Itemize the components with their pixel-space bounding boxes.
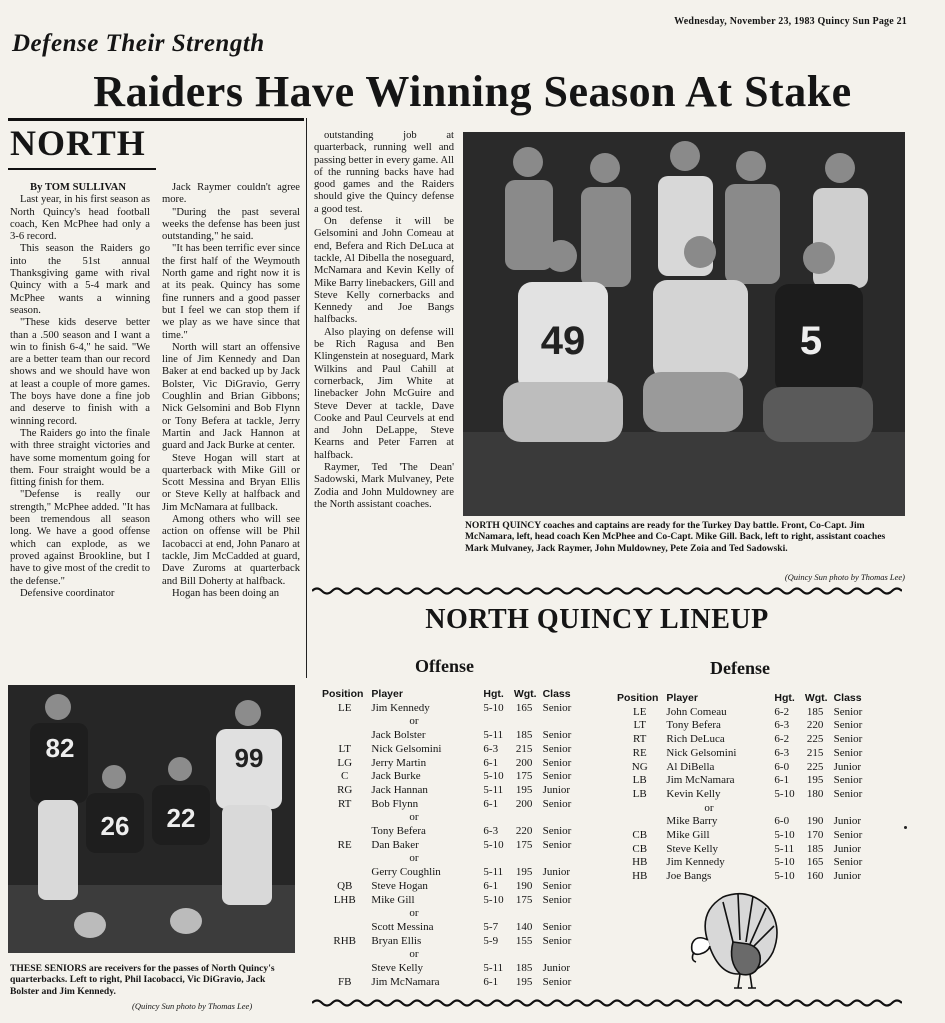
decorative-wavy-rule-bottom: [312, 998, 902, 1008]
cell-position: FB: [337, 975, 352, 988]
column-header-class: Class: [833, 692, 862, 704]
table-row: [320, 935, 573, 949]
article-paragraph: The Raiders go into the finale with three straight victories and have some momentum going for them. Four straight would be a fitting finish for them.: [10, 427, 150, 489]
seniors-photo-caption: THESE SENIORS are receivers for the passes of North Quincy's quarterbacks. Left to right, Phil Iacobacci, Vic DiGravio, Jack Bolster and Jim Kennedy.: [10, 963, 275, 997]
cell-position: LB: [632, 787, 647, 800]
cell-position: HB: [632, 870, 648, 883]
cell-class: Senior: [833, 829, 863, 842]
cell-player: Mike Gill: [666, 829, 710, 842]
cell-class: [830, 802, 865, 816]
cell-weight: 200: [515, 797, 533, 810]
cell-weight: 195: [515, 783, 533, 796]
cell-position: RG: [337, 783, 353, 796]
cell-class: Junior: [833, 842, 862, 855]
cell-position: [320, 948, 369, 962]
cell-class: Senior: [542, 838, 572, 851]
section-underline: [8, 168, 156, 170]
table-header-row: [615, 692, 864, 706]
cell-weight: 185: [515, 962, 533, 975]
cell-position: RE: [337, 838, 352, 851]
section-title: NORTH: [10, 123, 146, 163]
cell-position: [320, 962, 369, 976]
cell-class: Senior: [542, 742, 572, 755]
cell-class: [539, 852, 574, 866]
cell-height: 5-7: [483, 920, 499, 933]
coaches-captains-photo-image: [463, 132, 905, 516]
coaches-captains-photo: [463, 132, 905, 516]
table-row: [320, 729, 573, 743]
coaches-photo-credit: (Quincy Sun photo by Thomas Lee): [784, 572, 905, 582]
cell-player: Al DiBella: [666, 760, 715, 773]
cell-height: 5-10: [774, 856, 795, 869]
article-paragraph: Also playing on defense will be Rich Ragusa and Ben Klingenstein at noseguard, Mark Wilkins and Paul Cahill at cornerback, Jim White at linebacker John McGuire and Steve Dever at tackle, Dave Cooke and Paul Ceurvels at end and John DeLappe, Steve Kearns and Peter Farren at halfback.: [314, 326, 454, 461]
defense-lineup-table: [615, 692, 864, 884]
cell-position: [320, 825, 369, 839]
cell-class: Junior: [833, 870, 862, 883]
cell-height: 5-11: [774, 842, 795, 855]
cell-class: [539, 948, 574, 962]
article-paragraph: Hogan has been doing an: [172, 587, 280, 599]
section-rule: [8, 118, 304, 121]
cell-position: LT: [633, 719, 646, 732]
cell-weight: 215: [515, 742, 533, 755]
cell-class: Senior: [833, 774, 863, 787]
table-row: [320, 702, 573, 716]
cell-player: or: [409, 948, 419, 961]
cell-player: Tony Befera: [371, 825, 426, 838]
jersey-number-26: 26: [100, 811, 130, 841]
cell-weight: 190: [515, 879, 533, 892]
cell-class: Junior: [542, 866, 571, 879]
cell-position: [615, 802, 664, 816]
cell-position: [320, 921, 369, 935]
table-row: [320, 907, 573, 921]
cell-player: Jerry Martin: [371, 756, 427, 769]
cell-weight: 195: [806, 774, 824, 787]
cell-class: Junior: [833, 815, 862, 828]
defense-title: Defense: [710, 658, 770, 678]
cell-player: Jack Hannan: [371, 783, 428, 796]
cell-player: John Comeau: [666, 705, 727, 718]
cell-weight: 220: [806, 719, 824, 732]
offense-title: Offense: [415, 656, 474, 676]
table-header-row: [320, 688, 573, 702]
cell-height: 5-9: [483, 934, 499, 947]
cell-weight: 225: [806, 760, 824, 773]
cell-player: Steve Hogan: [371, 879, 428, 892]
cell-height: 6-0: [774, 760, 790, 773]
cell-position: RHB: [333, 934, 357, 947]
cell-class: Senior: [833, 733, 863, 746]
article-paragraph: Raymer, Ted 'The Dean' Sadowski, Mark Mulvaney, Pete Zodia and John Muldowney are the North assistant coaches.: [314, 462, 454, 510]
article-paragraph: Among others who will see action on offense will be Phil Iacobacci at end, John Panaro at tackle, Jim McCadded at guard, Dave Zuroms at quarterback and Bill Doherty at halfback.: [162, 514, 300, 587]
cell-class: Senior: [542, 756, 572, 769]
table-row: [320, 921, 573, 935]
cell-weight: 160: [806, 870, 824, 883]
cell-position: HB: [632, 856, 648, 869]
cell-weight: 175: [515, 893, 533, 906]
table-row: [320, 743, 573, 757]
cell-class: Senior: [833, 705, 863, 718]
cell-height: 5-11: [483, 783, 504, 796]
cell-weight: 185: [806, 705, 824, 718]
cell-class: Senior: [542, 825, 572, 838]
cell-weight: 165: [515, 701, 533, 714]
cell-height: 5-11: [483, 962, 504, 975]
article-column-1: [10, 182, 150, 600]
decorative-wavy-rule-top: [312, 586, 902, 596]
cell-height: 5-11: [483, 729, 504, 742]
page-headline: Raiders Have Winning Season At Stake: [93, 67, 852, 116]
jersey-number-49: 49: [540, 319, 586, 363]
cell-height: 6-1: [774, 774, 790, 787]
cell-height: 6-3: [483, 742, 499, 755]
cell-class: Senior: [542, 893, 572, 906]
cell-class: Junior: [833, 760, 862, 773]
article-column-2: [162, 182, 300, 600]
cell-position: RT: [338, 797, 352, 810]
column-header-height: Hgt.: [774, 692, 795, 704]
cell-weight: [506, 811, 539, 825]
article-paragraph: "These kids deserve better than a .500 season and I want a win to finish 6-4," he said. "We are a better team than our record shows and we should have won at least a couple of more games. The boys have done a fine job and deserve to finish with a winning record.: [10, 317, 150, 427]
cell-class: Senior: [833, 719, 863, 732]
table-row: [320, 798, 573, 812]
column-header-position: Position: [617, 692, 659, 704]
article-paragraph: On defense it will be Gelsomini and John Comeau at end, Befera and Rich DeLuca at tackle, Al Dibella the noseguard, McNamara and Kevin Kelly of Mike Barry linebackers, Gill and Steve Kelly cornerbacks and Kennedy and Joe Bangs halfbacks.: [314, 216, 454, 326]
cell-position: C: [341, 770, 349, 783]
cell-height: [477, 852, 505, 866]
table-row: [320, 894, 573, 908]
article-paragraph: Last year, in his first season as North Quincy's head football coach, Ken McPhee had only a 3-6 record.: [10, 194, 150, 243]
cell-height: 6-1: [483, 975, 499, 988]
cell-class: Senior: [542, 920, 572, 933]
cell-weight: 190: [806, 815, 824, 828]
article-column-3: [314, 130, 454, 511]
cell-player: Jim Kennedy: [371, 701, 430, 714]
offense-lineup-table: [320, 688, 573, 989]
table-row: [320, 948, 573, 962]
table-row: [320, 962, 573, 976]
cell-height: [477, 907, 505, 921]
dateline: Wednesday, November 23, 1983 Quincy Sun Page 21: [674, 16, 907, 27]
seniors-photo: [8, 685, 295, 953]
cell-class: Senior: [542, 729, 572, 742]
cell-height: 5-11: [483, 866, 504, 879]
cell-position: LE: [632, 705, 647, 718]
cell-class: Senior: [542, 934, 572, 947]
table-row: [615, 761, 864, 775]
cell-class: Senior: [542, 879, 572, 892]
cell-player: Rich DeLuca: [666, 733, 725, 746]
table-row: [615, 733, 864, 747]
coaches-photo-caption: NORTH QUINCY coaches and captains are ready for the Turkey Day battle. Front, Co-Capt. Jim McNamara, left, head coach Ken McPhee and Co-Capt. Mike Gill. Back, left to right, assistant coaches Mark Mulvaney, Jack Raymer, John Muldowney, Pete Zoia and Ted Sadowski.: [465, 520, 886, 554]
cell-position: NG: [631, 760, 648, 773]
cell-weight: 185: [515, 729, 533, 742]
cell-player: Bryan Ellis: [371, 934, 422, 947]
cell-weight: 170: [806, 829, 824, 842]
cell-weight: 140: [515, 920, 533, 933]
table-row: [320, 880, 573, 894]
cell-position: LB: [632, 774, 647, 787]
cell-weight: 175: [515, 838, 533, 851]
cell-height: 5-10: [483, 770, 504, 783]
table-row: [320, 976, 573, 990]
table-row: [615, 788, 864, 802]
cell-weight: 215: [806, 746, 824, 759]
cell-player: Scott Messina: [371, 920, 434, 933]
cell-player: or: [409, 852, 419, 865]
table-row: [615, 774, 864, 788]
cell-weight: 155: [515, 934, 533, 947]
cell-height: 6-1: [483, 756, 499, 769]
cell-position: RE: [632, 746, 647, 759]
cell-position: LT: [338, 742, 351, 755]
cell-height: 6-3: [774, 746, 790, 759]
cell-height: 6-1: [483, 879, 499, 892]
cell-height: [477, 811, 505, 825]
cell-position: [320, 866, 369, 880]
cell-player: Nick Gelsomini: [371, 742, 442, 755]
column-divider: [306, 118, 307, 678]
cell-class: Junior: [542, 783, 571, 796]
table-row: [320, 825, 573, 839]
cell-height: [477, 948, 505, 962]
cell-position: LE: [337, 701, 352, 714]
cell-player: Gerry Coughlin: [371, 866, 441, 879]
article-paragraph: This season the Raiders go into the 51st annual Thanksgiving game with rival Quincy with a 5-4 mark and McPhee wants a winning season.: [10, 243, 150, 316]
cell-height: 6-2: [774, 705, 790, 718]
column-header-class: Class: [542, 688, 571, 700]
cell-position: CB: [632, 842, 648, 855]
column-header-height: Hgt.: [483, 688, 504, 700]
cell-class: [539, 715, 574, 729]
turkey-illustration: [678, 882, 790, 994]
cell-height: 5-10: [774, 870, 795, 883]
cell-position: [320, 907, 369, 921]
cell-weight: [506, 907, 539, 921]
cell-class: Senior: [542, 701, 572, 714]
table-row: [320, 770, 573, 784]
cell-height: 5-10: [483, 893, 504, 906]
cell-player: or: [409, 811, 419, 824]
cell-player: Jim Kennedy: [666, 856, 725, 869]
cell-player: Mike Barry: [666, 815, 718, 828]
cell-player: or: [704, 801, 714, 814]
article-paragraph: "Defense is really our strength," McPhee added. "It has been tremendous all season long. We have a good offense which can explode, as we proved against Brookline, but I have to give most of the credit to the defense.": [10, 489, 150, 587]
table-row: [615, 706, 864, 720]
column-header-player: Player: [666, 692, 698, 704]
table-row: [320, 866, 573, 880]
cell-position: QB: [337, 879, 353, 892]
cell-class: Senior: [833, 856, 863, 869]
cell-class: Senior: [833, 787, 863, 800]
cell-height: [477, 715, 505, 729]
cell-player: Jack Bolster: [371, 729, 426, 742]
kicker-headline: Defense Their Strength: [12, 30, 265, 57]
cell-position: [320, 811, 369, 825]
cell-position: [320, 715, 369, 729]
cell-player: Jim McNamara: [666, 774, 735, 787]
article-paragraph: Steve Hogan will start at quarterback with Mike Gill or Scott Messina and Bryan Ellis or Steve Kelly at halfback and Jim McNamara at fullback.: [162, 452, 300, 513]
cell-player: Steve Kelly: [666, 842, 719, 855]
lineup-title: NORTH QUINCY LINEUP: [425, 604, 769, 635]
cell-class: Senior: [542, 975, 572, 988]
cell-player: or: [409, 907, 419, 920]
article-paragraph: "During the past several weeks the defense has been just outstanding," he said.: [162, 206, 300, 243]
cell-player: Joe Bangs: [666, 870, 712, 883]
table-row: [615, 802, 864, 816]
cell-height: [768, 802, 796, 816]
table-row: [320, 811, 573, 825]
cell-weight: 195: [515, 975, 533, 988]
cell-class: Senior: [833, 746, 863, 759]
cell-class: Senior: [542, 770, 572, 783]
cell-position: LHB: [333, 893, 356, 906]
article-paragraph: Jack Raymer couldn't agree more.: [162, 182, 300, 206]
cell-weight: [506, 852, 539, 866]
table-row: [615, 829, 864, 843]
cell-player: Jim McNamara: [371, 975, 440, 988]
cell-height: 5-10: [483, 838, 504, 851]
article-paragraph: North will start an offensive line of Jim Kennedy and Dan Baker at end backed up by Jack Bolster, Vic DiGravio, Gerry Coughlin and Brian Gibbons; Nick Gelsomini and Bob Flynn or Tony Befera at tackle, Jerry Martin and Jack Hannon at guard and Jack Burke at center.: [162, 341, 300, 452]
cell-height: 6-2: [774, 733, 790, 746]
cell-player: Nick Gelsomini: [666, 746, 737, 759]
table-row: [615, 719, 864, 733]
cell-weight: 200: [515, 756, 533, 769]
cell-player: Dan Baker: [371, 838, 419, 851]
cell-weight: 185: [806, 842, 824, 855]
jersey-number-22: 22: [166, 803, 196, 833]
column-header-weight: Wgt.: [513, 688, 537, 700]
cell-player: or: [409, 715, 419, 728]
cell-weight: [506, 715, 539, 729]
cell-player: Mike Gill: [371, 893, 415, 906]
table-row: [320, 757, 573, 771]
cell-player: Tony Befera: [666, 719, 721, 732]
table-row: [320, 852, 573, 866]
cell-player: Steve Kelly: [371, 962, 424, 975]
table-row: [320, 839, 573, 853]
seniors-photo-credit: (Quincy Sun photo by Thomas Lee): [132, 1001, 253, 1011]
table-row: [615, 747, 864, 761]
cell-position: [320, 852, 369, 866]
cell-height: 6-3: [483, 825, 499, 838]
article-column-1-body: [10, 194, 150, 600]
cell-weight: [797, 802, 830, 816]
jersey-number-5: 5: [799, 319, 823, 363]
cell-weight: 175: [515, 770, 533, 783]
cell-class: Senior: [542, 797, 572, 810]
cell-height: 6-1: [483, 797, 499, 810]
print-speck: [904, 826, 907, 829]
cell-height: 5-10: [774, 787, 795, 800]
article-paragraph: Defensive coordinator: [20, 587, 115, 599]
cell-weight: 225: [806, 733, 824, 746]
cell-position: CB: [632, 829, 648, 842]
cell-height: 6-3: [774, 719, 790, 732]
cell-weight: 220: [515, 825, 533, 838]
cell-player: Jack Burke: [371, 770, 421, 783]
byline: By TOM SULLIVAN: [30, 182, 126, 193]
cell-position: RT: [633, 733, 647, 746]
cell-weight: 165: [806, 856, 824, 869]
cell-position: LG: [337, 756, 353, 769]
jersey-number-99: 99: [234, 743, 264, 773]
article-paragraph: "It has been terrific ever since the first half of the Weymouth North game and right now it is at its peak. Quincy has some fine runners and a good passer but I feel we can stop them if we play as we have since that time.": [162, 243, 300, 341]
cell-height: 6-0: [774, 815, 790, 828]
cell-player: Bob Flynn: [371, 797, 419, 810]
cell-class: [539, 811, 574, 825]
table-row: [320, 784, 573, 798]
column-header-player: Player: [371, 688, 403, 700]
seniors-photo-image: [8, 685, 295, 953]
cell-class: [539, 907, 574, 921]
cell-weight: 195: [515, 866, 533, 879]
cell-height: 5-10: [483, 701, 504, 714]
table-row: [615, 856, 864, 870]
cell-position: [615, 815, 664, 829]
column-header-weight: Wgt.: [804, 692, 828, 704]
cell-player: Kevin Kelly: [666, 787, 721, 800]
table-row: [615, 815, 864, 829]
cell-class: Junior: [542, 962, 571, 975]
jersey-number-82: 82: [45, 733, 75, 763]
table-row: [320, 715, 573, 729]
column-header-position: Position: [322, 688, 364, 700]
cell-weight: 180: [806, 787, 824, 800]
cell-height: 5-10: [774, 829, 795, 842]
article-paragraph: outstanding job at quarterback, running well and passing better in every game. All of the running backs have had good games and the Raiders should give the Quincy defense a good test.: [314, 130, 454, 215]
table-row: [615, 843, 864, 857]
cell-weight: [506, 948, 539, 962]
cell-position: [320, 729, 369, 743]
